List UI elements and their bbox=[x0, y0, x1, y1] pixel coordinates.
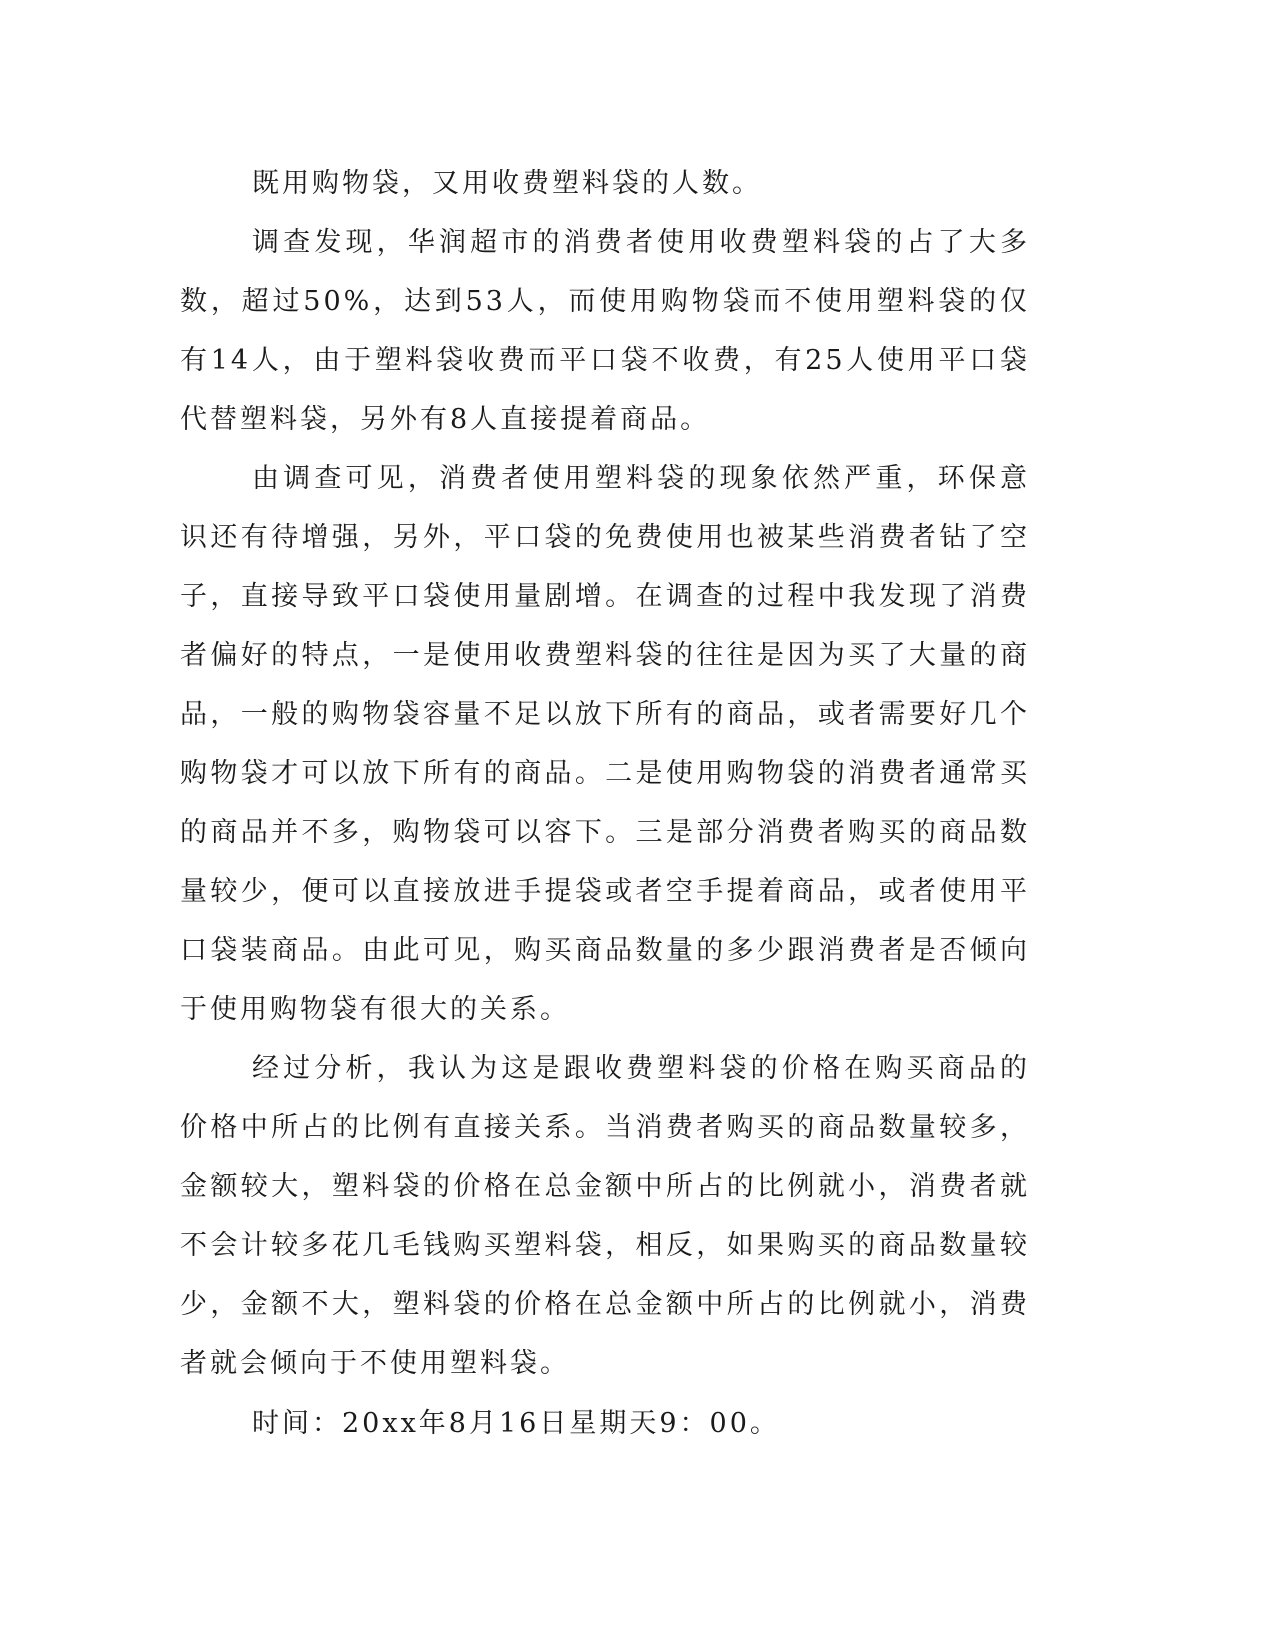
paragraph-analysis: 经过分析，我认为这是跟收费塑料袋的价格在购买商品的价格中所占的比例有直接关系。当消费者购买的商品数量较多，金额较大，塑料袋的价格在总金额中所占的比例就小，消费者就不会计较多花几毛钱购买塑料袋，相反，如果购买的商品数量较少，金额不大，塑料袋的价格在总金额中所占的比例就小，消费者就会倾向于不使用塑料袋。 bbox=[180, 1053, 1030, 1379]
paragraph-survey-findings: 调查发现，华润超市的消费者使用收费塑料袋的占了大多数，超过50%，达到53人，而使用购物袋而不使用塑料袋的仅有14人，由于塑料袋收费而平口袋不收费，有25人使用平口袋代替塑料袋，另外有8人直接提着商品。 bbox=[180, 227, 1030, 435]
document-body bbox=[180, 154, 1030, 1453]
paragraph-bag-usage-count: 既用购物袋，又用收费塑料袋的人数。 bbox=[252, 168, 762, 199]
paragraph-date-time: 时间：20xx年8月16日星期天9：00。 bbox=[252, 1408, 780, 1439]
paragraph-consumer-preferences: 由调查可见，消费者使用塑料袋的现象依然严重，环保意识还有待增强，另外，平口袋的免费使用也被某些消费者钻了空子，直接导致平口袋使用量剧增。在调查的过程中我发现了消费者偏好的特点，一是使用收费塑料袋的往往是因为买了大量的商品，一般的购物袋容量不足以放下所有的商品，或者需要好几个购物袋才可以放下所有的商品。二是使用购物袋的消费者通常买的商品并不多，购物袋可以容下。三是部分消费者购买的商品数量较少，便可以直接放进手提袋或者空手提着商品，或者使用平口袋装商品。由此可见，购买商品数量的多少跟消费者是否倾向于使用购物袋有很大的关系。 bbox=[180, 463, 1030, 1025]
